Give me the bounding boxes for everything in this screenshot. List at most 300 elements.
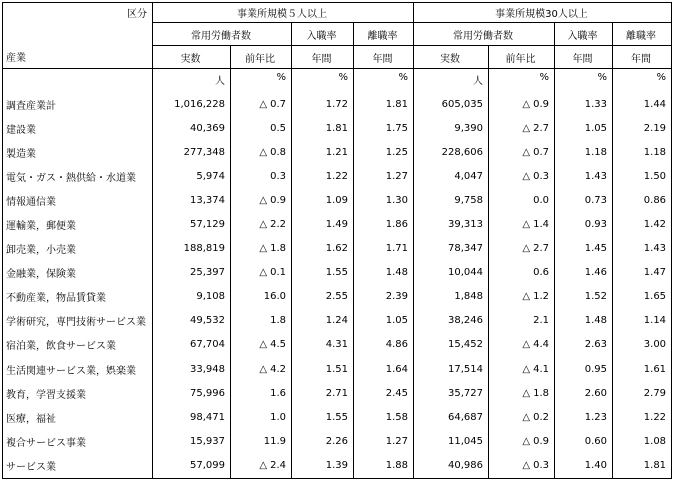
employees-5-cell: [153, 261, 231, 285]
industry-value: 建設業: [6, 124, 36, 136]
yoy-5-value: 1.0: [270, 411, 286, 423]
unit-row: [3, 69, 672, 93]
employees-30-cell: [414, 405, 489, 429]
unit-percent-entry-5: %: [292, 69, 354, 93]
exit-rate-30-cell: [613, 285, 672, 309]
employees-30-cell: [414, 212, 489, 236]
industry-cell: [3, 212, 153, 236]
entry-rate-5-value: 1.55: [325, 411, 348, 423]
industry-value: 複合サービス事業: [6, 437, 86, 449]
entry-rate-5-value: 1.81: [325, 122, 348, 134]
header-annual-entry-30: 年間: [555, 46, 613, 69]
entry-rate-30-cell: [555, 188, 613, 212]
yoy-30-value: 0.2: [533, 411, 549, 423]
entry-rate-30-cell: [555, 285, 613, 309]
exit-rate-5-value: 1.30: [385, 194, 408, 206]
yoy-30-cell: [489, 237, 555, 261]
entry-rate-30-value: 1.05: [584, 122, 607, 134]
yoy-30-cell: [489, 140, 555, 164]
yoy-30-cell: [489, 261, 555, 285]
table-row: [3, 237, 672, 261]
employees-30-value: 4,047: [454, 170, 483, 182]
industry-cell: [3, 116, 153, 140]
exit-rate-5-value: 1.75: [385, 122, 408, 134]
yoy-30-cell: [489, 116, 555, 140]
entry-rate-5-value: 1.21: [325, 146, 348, 158]
negative-triangle-icon: △: [522, 411, 531, 423]
entry-rate-5-cell: [292, 261, 354, 285]
table-row: [3, 285, 672, 309]
entry-rate-30-value: 1.52: [584, 291, 607, 303]
entry-rate-5-cell: [292, 309, 354, 333]
yoy-5-value: 4.5: [270, 339, 286, 351]
entry-rate-5-cell: [292, 357, 354, 381]
employees-5-value: 57,129: [190, 219, 225, 231]
employees-5-value: 75,996: [190, 387, 225, 399]
entry-rate-30-value: 1.33: [584, 98, 607, 110]
industry-cell: [3, 92, 153, 116]
negative-triangle-icon: △: [522, 435, 531, 447]
employees-30-value: 17,514: [448, 363, 483, 375]
yoy-30-value: 2.1: [533, 315, 549, 327]
yoy-5-cell: [231, 237, 292, 261]
employees-30-value: 78,347: [448, 243, 483, 255]
exit-rate-5-cell: [354, 453, 414, 478]
exit-rate-30-value: 1.81: [643, 459, 667, 471]
entry-rate-5-value: 4.31: [325, 339, 348, 351]
exit-rate-5-cell: [354, 92, 414, 116]
exit-rate-30-cell: [613, 212, 672, 236]
yoy-5-cell: [231, 140, 292, 164]
employees-30-cell: [414, 381, 489, 405]
exit-rate-5-value: 1.88: [385, 459, 408, 471]
unit-persons-5: 人: [153, 69, 231, 93]
exit-rate-5-value: 4.86: [385, 339, 408, 351]
header-annual-exit-5: 年間: [354, 46, 414, 69]
yoy-5-cell: [231, 429, 292, 453]
entry-rate-30-cell: [555, 212, 613, 236]
negative-triangle-icon: △: [522, 98, 531, 110]
entry-rate-30-value: 1.18: [584, 146, 607, 158]
negative-triangle-icon: △: [522, 146, 531, 158]
yoy-5-cell: [231, 357, 292, 381]
industry-cell: [3, 188, 153, 212]
industry-cell: [3, 140, 153, 164]
industry-value: 宿泊業，飲食サービス業: [6, 341, 116, 353]
industry-cell: [3, 429, 153, 453]
industry-value: 金融業，保険業: [6, 269, 76, 281]
yoy-5-value: 0.8: [270, 146, 286, 158]
header-exit-rate-30: 離職率: [613, 23, 672, 46]
exit-rate-5-value: 1.64: [385, 363, 408, 375]
exit-rate-30-value: 1.61: [643, 363, 667, 375]
yoy-30-value: 0.6: [533, 267, 549, 279]
industry-cell: [3, 357, 153, 381]
employees-5-value: 277,348: [183, 146, 225, 158]
employees-5-cell: [153, 212, 231, 236]
exit-rate-30-cell: [613, 453, 672, 478]
negative-triangle-icon: △: [259, 267, 268, 279]
employees-5-value: 13,374: [190, 194, 225, 206]
entry-rate-30-cell: [555, 116, 613, 140]
negative-triangle-icon: △: [522, 363, 531, 375]
entry-rate-5-value: 1.24: [325, 315, 348, 327]
header-industry: 産業: [3, 46, 153, 69]
exit-rate-5-value: 1.86: [385, 219, 408, 231]
entry-rate-30-cell: [555, 333, 613, 357]
entry-rate-30-cell: [555, 453, 613, 478]
yoy-5-value: 0.3: [270, 170, 286, 182]
table-row: [3, 381, 672, 405]
employees-5-value: 5,974: [196, 170, 225, 182]
employees-5-cell: [153, 92, 231, 116]
exit-rate-5-cell: [354, 333, 414, 357]
employees-5-value: 33,948: [190, 363, 225, 375]
entry-rate-30-cell: [555, 237, 613, 261]
yoy-30-cell: [489, 453, 555, 478]
exit-rate-30-value: 1.44: [643, 98, 667, 110]
yoy-30-value: 0.0: [533, 194, 549, 206]
entry-rate-30-cell: [555, 381, 613, 405]
employees-30-cell: [414, 237, 489, 261]
entry-rate-30-cell: [555, 357, 613, 381]
table-row: [3, 188, 672, 212]
entry-rate-5-cell: [292, 140, 354, 164]
exit-rate-30-value: 1.50: [643, 170, 667, 182]
header-yoy-30: 前年比: [489, 46, 555, 69]
employees-30-cell: [414, 261, 489, 285]
employees-5-cell: [153, 285, 231, 309]
industry-value: 教育，学習支援業: [6, 389, 86, 401]
entry-rate-30-value: 1.48: [584, 315, 607, 327]
employees-5-value: 67,704: [190, 339, 225, 351]
employees-30-cell: [414, 164, 489, 188]
entry-rate-5-value: 1.55: [325, 267, 348, 279]
negative-triangle-icon: △: [259, 363, 268, 375]
entry-rate-30-cell: [555, 429, 613, 453]
employees-30-cell: [414, 453, 489, 478]
employees-5-cell: [153, 188, 231, 212]
entry-rate-5-value: 2.71: [325, 387, 348, 399]
employees-30-value: 228,606: [441, 146, 483, 158]
yoy-5-value: 1.8: [270, 243, 286, 255]
employees-30-cell: [414, 188, 489, 212]
exit-rate-5-cell: [354, 285, 414, 309]
table-row: [3, 140, 672, 164]
employees-30-value: 10,044: [448, 267, 483, 279]
employees-30-cell: [414, 309, 489, 333]
entry-rate-5-value: 2.55: [325, 291, 348, 303]
industry-cell: [3, 237, 153, 261]
unit-percent-exit-30: %: [613, 69, 672, 93]
yoy-5-cell: [231, 405, 292, 429]
yoy-30-value: 0.3: [533, 459, 549, 471]
table-row: [3, 429, 672, 453]
yoy-5-cell: [231, 164, 292, 188]
employees-5-value: 9,108: [196, 291, 225, 303]
table-row: [3, 405, 672, 429]
header-actual-30: 実数: [414, 46, 489, 69]
entry-rate-5-value: 1.72: [325, 98, 348, 110]
yoy-5-value: 1.8: [270, 315, 286, 327]
entry-rate-5-value: 1.09: [325, 194, 348, 206]
employees-30-cell: [414, 92, 489, 116]
exit-rate-5-cell: [354, 116, 414, 140]
employees-5-value: 188,819: [183, 243, 225, 255]
unit-percent-entry-30: %: [555, 69, 613, 93]
header-kubun: 区分: [3, 3, 153, 23]
negative-triangle-icon: △: [259, 146, 268, 158]
exit-rate-30-value: 2.79: [643, 387, 667, 399]
entry-rate-5-cell: [292, 212, 354, 236]
exit-rate-30-cell: [613, 237, 672, 261]
exit-rate-5-cell: [354, 405, 414, 429]
exit-rate-5-cell: [354, 212, 414, 236]
exit-rate-30-value: 1.47: [643, 267, 667, 279]
employees-5-cell: [153, 164, 231, 188]
table-row: [3, 92, 672, 116]
header-entry-rate-30: 入職率: [555, 23, 613, 46]
yoy-30-cell: [489, 92, 555, 116]
employees-5-value: 1,016,228: [174, 98, 225, 110]
exit-rate-5-cell: [354, 261, 414, 285]
header-yoy-5: 前年比: [231, 46, 292, 69]
yoy-30-value: 2.7: [533, 243, 549, 255]
yoy-5-cell: [231, 453, 292, 478]
negative-triangle-icon: △: [259, 459, 268, 471]
exit-rate-30-cell: [613, 92, 672, 116]
unit-percent-yoy-30: %: [489, 69, 555, 93]
yoy-5-cell: [231, 116, 292, 140]
exit-rate-30-value: 3.00: [643, 339, 667, 351]
entry-rate-5-value: 1.51: [325, 363, 348, 375]
yoy-5-value: 0.1: [270, 267, 286, 279]
yoy-5-value: 4.2: [270, 363, 286, 375]
exit-rate-30-value: 1.22: [643, 411, 667, 423]
industry-cell: [3, 285, 153, 309]
exit-rate-30-cell: [613, 357, 672, 381]
entry-rate-30-value: 1.40: [584, 459, 607, 471]
yoy-5-cell: [231, 285, 292, 309]
yoy-30-value: 1.8: [533, 387, 549, 399]
exit-rate-30-cell: [613, 140, 672, 164]
yoy-5-value: 0.5: [270, 122, 286, 134]
yoy-30-cell: [489, 429, 555, 453]
entry-rate-30-value: 1.46: [584, 267, 607, 279]
industry-value: 不動産業，物品賃貸業: [6, 293, 106, 305]
entry-rate-5-cell: [292, 429, 354, 453]
unit-persons-30: 人: [414, 69, 489, 93]
negative-triangle-icon: △: [259, 243, 268, 255]
yoy-5-value: 0.9: [270, 194, 286, 206]
header-employees-30: 常用労働者数: [414, 23, 555, 46]
exit-rate-30-value: 2.19: [643, 122, 667, 134]
exit-rate-5-value: 2.45: [385, 387, 408, 399]
yoy-30-value: 4.4: [533, 339, 549, 351]
yoy-5-cell: [231, 92, 292, 116]
industry-value: 電気・ガス・熱供給・水道業: [6, 172, 136, 184]
industry-cell: [3, 164, 153, 188]
entry-rate-30-value: 1.45: [584, 243, 607, 255]
industry-cell: [3, 381, 153, 405]
yoy-30-cell: [489, 381, 555, 405]
yoy-30-cell: [489, 309, 555, 333]
employees-30-value: 605,035: [441, 98, 483, 110]
employees-30-value: 1,848: [454, 291, 483, 303]
entry-rate-5-cell: [292, 405, 354, 429]
employees-5-cell: [153, 453, 231, 478]
exit-rate-30-cell: [613, 188, 672, 212]
exit-rate-5-cell: [354, 381, 414, 405]
exit-rate-30-cell: [613, 381, 672, 405]
entry-rate-30-cell: [555, 309, 613, 333]
yoy-30-value: 2.7: [533, 122, 549, 134]
entry-rate-5-cell: [292, 237, 354, 261]
entry-rate-30-value: 1.43: [584, 170, 607, 182]
yoy-30-cell: [489, 164, 555, 188]
exit-rate-30-value: 0.86: [643, 194, 667, 206]
yoy-30-cell: [489, 212, 555, 236]
exit-rate-5-value: 1.81: [385, 98, 408, 110]
exit-rate-5-value: 1.25: [385, 146, 408, 158]
exit-rate-30-value: 1.08: [643, 435, 667, 447]
employees-5-cell: [153, 357, 231, 381]
header-entry-rate-5: 入職率: [292, 23, 354, 46]
negative-triangle-icon: △: [259, 98, 268, 110]
exit-rate-30-cell: [613, 261, 672, 285]
entry-rate-30-value: 0.93: [584, 219, 607, 231]
industry-value: 卸売業，小売業: [6, 245, 76, 257]
industry-value: 運輸業，郵便業: [6, 221, 76, 233]
industry-value: サービス業: [6, 461, 56, 473]
entry-rate-30-cell: [555, 261, 613, 285]
negative-triangle-icon: △: [259, 219, 268, 231]
yoy-5-value: 11.9: [263, 435, 286, 447]
industry-cell: [3, 261, 153, 285]
yoy-5-value: 16.0: [263, 291, 286, 303]
header-annual-exit-30: 年間: [613, 46, 672, 69]
industry-cell: [3, 453, 153, 478]
exit-rate-5-cell: [354, 164, 414, 188]
yoy-5-value: 2.2: [270, 219, 286, 231]
exit-rate-5-value: 1.05: [385, 315, 408, 327]
industry-value: 学術研究，専門技術サービス業: [6, 317, 146, 329]
entry-rate-5-cell: [292, 92, 354, 116]
industry-cell: [3, 333, 153, 357]
employees-5-cell: [153, 381, 231, 405]
negative-triangle-icon: △: [259, 194, 268, 206]
yoy-30-cell: [489, 405, 555, 429]
exit-rate-30-cell: [613, 405, 672, 429]
exit-rate-5-cell: [354, 309, 414, 333]
exit-rate-5-value: 1.48: [385, 267, 408, 279]
employees-5-value: 40,369: [190, 122, 225, 134]
entry-rate-5-cell: [292, 116, 354, 140]
table-row: [3, 116, 672, 140]
employees-30-value: 39,313: [448, 219, 483, 231]
exit-rate-5-value: 1.27: [385, 435, 408, 447]
yoy-30-cell: [489, 188, 555, 212]
employees-30-value: 38,246: [448, 315, 483, 327]
header-group-5plus: 事業所規模５人以上: [153, 3, 414, 23]
entry-rate-30-cell: [555, 140, 613, 164]
yoy-5-cell: [231, 381, 292, 405]
header-employees-5: 常用労働者数: [153, 23, 292, 46]
entry-rate-5-value: 1.39: [325, 459, 348, 471]
employees-30-value: 15,452: [448, 339, 483, 351]
industry-value: 生活関連サービス業，娯楽業: [6, 365, 136, 377]
employees-30-cell: [414, 116, 489, 140]
exit-rate-30-value: 1.65: [643, 291, 667, 303]
entry-rate-30-cell: [555, 164, 613, 188]
entry-rate-30-value: 0.60: [584, 435, 607, 447]
entry-rate-5-cell: [292, 333, 354, 357]
negative-triangle-icon: △: [259, 339, 268, 351]
header-exit-rate-5: 離職率: [354, 23, 414, 46]
employees-30-value: 64,687: [448, 411, 483, 423]
industry-value: 製造業: [6, 148, 36, 160]
industry-value: 医療，福祉: [6, 413, 56, 425]
employees-5-cell: [153, 333, 231, 357]
negative-triangle-icon: △: [522, 339, 531, 351]
entry-rate-5-cell: [292, 453, 354, 478]
entry-rate-30-value: 1.23: [584, 411, 607, 423]
yoy-5-value: 0.7: [270, 98, 286, 110]
employees-5-cell: [153, 429, 231, 453]
employees-30-cell: [414, 140, 489, 164]
exit-rate-5-cell: [354, 140, 414, 164]
exit-rate-30-cell: [613, 429, 672, 453]
entry-rate-5-cell: [292, 381, 354, 405]
employees-5-cell: [153, 140, 231, 164]
entry-rate-5-value: 2.26: [325, 435, 348, 447]
exit-rate-5-value: 1.71: [385, 243, 408, 255]
negative-triangle-icon: △: [522, 387, 531, 399]
employees-5-cell: [153, 309, 231, 333]
entry-rate-5-cell: [292, 188, 354, 212]
negative-triangle-icon: △: [522, 291, 531, 303]
exit-rate-30-value: 1.14: [643, 315, 667, 327]
exit-rate-30-cell: [613, 309, 672, 333]
negative-triangle-icon: △: [522, 459, 531, 471]
employees-5-value: 57,099: [190, 459, 225, 471]
exit-rate-5-cell: [354, 357, 414, 381]
employees-30-cell: [414, 357, 489, 381]
statistics-table: [2, 2, 672, 479]
table-row: [3, 212, 672, 236]
yoy-5-value: 1.6: [270, 387, 286, 399]
yoy-30-value: 0.7: [533, 146, 549, 158]
entry-rate-5-value: 1.49: [325, 219, 348, 231]
exit-rate-30-value: 1.43: [643, 243, 667, 255]
table-row: [3, 453, 672, 478]
employees-30-value: 35,727: [448, 387, 483, 399]
entry-rate-30-cell: [555, 92, 613, 116]
exit-rate-30-cell: [613, 164, 672, 188]
yoy-30-cell: [489, 285, 555, 309]
table-row: [3, 164, 672, 188]
yoy-5-cell: [231, 261, 292, 285]
employees-30-cell: [414, 429, 489, 453]
entry-rate-5-cell: [292, 285, 354, 309]
yoy-30-value: 1.2: [533, 291, 549, 303]
exit-rate-30-value: 1.18: [643, 146, 667, 158]
yoy-30-value: 0.9: [533, 98, 549, 110]
yoy-30-value: 1.4: [533, 219, 549, 231]
entry-rate-5-value: 1.62: [325, 243, 348, 255]
entry-rate-30-value: 2.63: [584, 339, 607, 351]
entry-rate-30-value: 0.73: [584, 194, 607, 206]
